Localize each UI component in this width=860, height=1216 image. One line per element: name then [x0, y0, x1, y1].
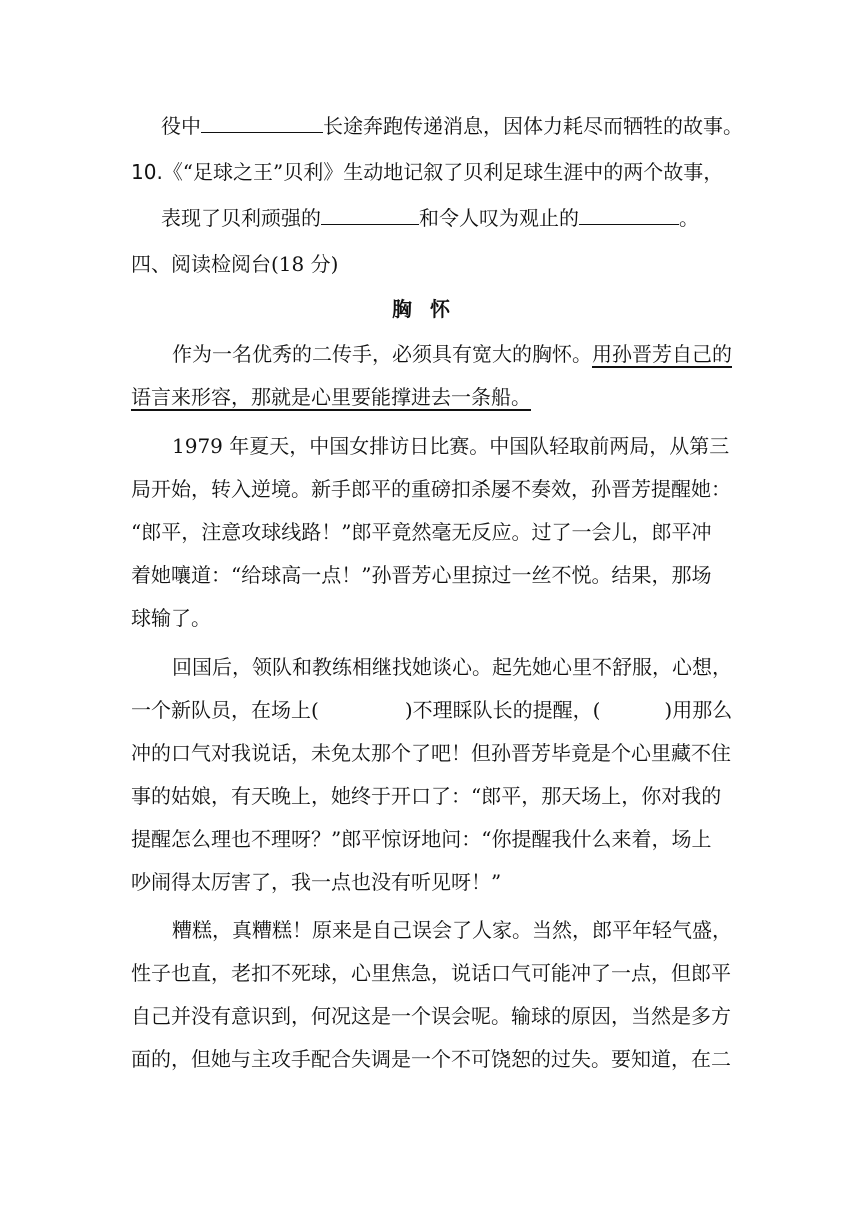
paragraph-2-line-3: “郎平，注意攻球线路！”郎平竟然毫无反应。过了一会儿，郎平冲 — [131, 520, 712, 544]
paragraph-4-line-1: 糟糕，真糟糕！原来是自己误会了人家。当然，郎平年轻气盛， — [172, 918, 732, 942]
q10-text-c: 。 — [679, 206, 699, 230]
paragraph-3-line-3: 冲的口气对我说话，未免太那个了吧！但孙晋芳毕竟是个心里藏不住 — [131, 741, 731, 765]
answer-blank[interactable] — [201, 112, 323, 133]
question-10 — [131, 157, 723, 187]
underlined-sentence: 用孙晋芳自己的 — [592, 342, 732, 366]
paragraph-3-line-2 — [131, 695, 732, 725]
paragraph-4-line-4: 面的，但她与主攻手配合失调是一个不可饶恕的过失。要知道，在二 — [131, 1047, 731, 1071]
answer-blank[interactable] — [579, 204, 679, 225]
q10-text-b: 和令人叹为观止的 — [419, 206, 579, 230]
answer-blank[interactable] — [321, 204, 419, 225]
q9-text-after: 长途奔跑传递消息，因体力耗尽而牺牲的故事。 — [323, 114, 743, 138]
paragraph-3-line-5: 提醒怎么理也不理呀？”郎平惊讶地问：“你提醒我什么来着，场上 — [131, 827, 712, 851]
article-title: 胸怀 — [392, 297, 468, 321]
paragraph-4-line-2: 性子也直，老扣不死球，心里焦急，说话口气可能冲了一点，但郎平 — [131, 961, 731, 985]
paragraph-2-line-4: 着她嚷道：“给球高一点！”孙晋芳心里掠过一丝不悦。结果，那场 — [131, 563, 712, 587]
paragraph-3-line-4: 事的姑娘，有天晚上，她终于开口了：“郎平，那天场上，你对我的 — [131, 784, 722, 808]
paragraph-1-line-2: 语言来形容，那就是心里要能撑进去一条船。 — [131, 385, 531, 409]
paragraph-2-line-5: 球输了。 — [131, 606, 211, 630]
p3-text-c: )用那么 — [664, 698, 733, 722]
question-10-line-2 — [161, 203, 699, 233]
p3-text-b: )不理睬队长的提醒，( — [404, 698, 601, 722]
paragraph-3-line-1: 回国后，领队和教练相继找她谈心。起先她心里不舒服，心想， — [172, 655, 732, 679]
q9-text-before: 役中 — [161, 114, 201, 138]
question-number: 10. — [131, 160, 163, 184]
paragraph-2-line-1: 1979 年夏天，中国女排访日比赛。中国队轻取前两局，从第三 — [172, 434, 730, 458]
paragraph-3-line-6: 吵闹得太厉害了，我一点也没有听见呀！” — [131, 870, 502, 894]
section-heading: 四、阅读检阅台(18 分) — [131, 252, 339, 276]
p3-text-a: 一个新队员，在场上( — [131, 698, 319, 722]
paragraph-2-line-2: 局开始，转入逆境。新手郎平的重磅扣杀屡不奏效，孙晋芳提醒她： — [131, 477, 731, 501]
paragraph-4-line-3: 自己并没有意识到，何况这是一个误会呢。输球的原因，当然是多方 — [131, 1004, 731, 1028]
q10-text-a: 表现了贝利顽强的 — [161, 206, 321, 230]
p1-text: 作为一名优秀的二传手，必须具有宽大的胸怀。 — [172, 342, 592, 366]
q10-text: 《“足球之王”贝利》生动地记叙了贝利足球生涯中的两个故事， — [162, 160, 724, 184]
question-9-continuation — [161, 111, 743, 141]
paragraph-1-line-1 — [172, 339, 732, 369]
